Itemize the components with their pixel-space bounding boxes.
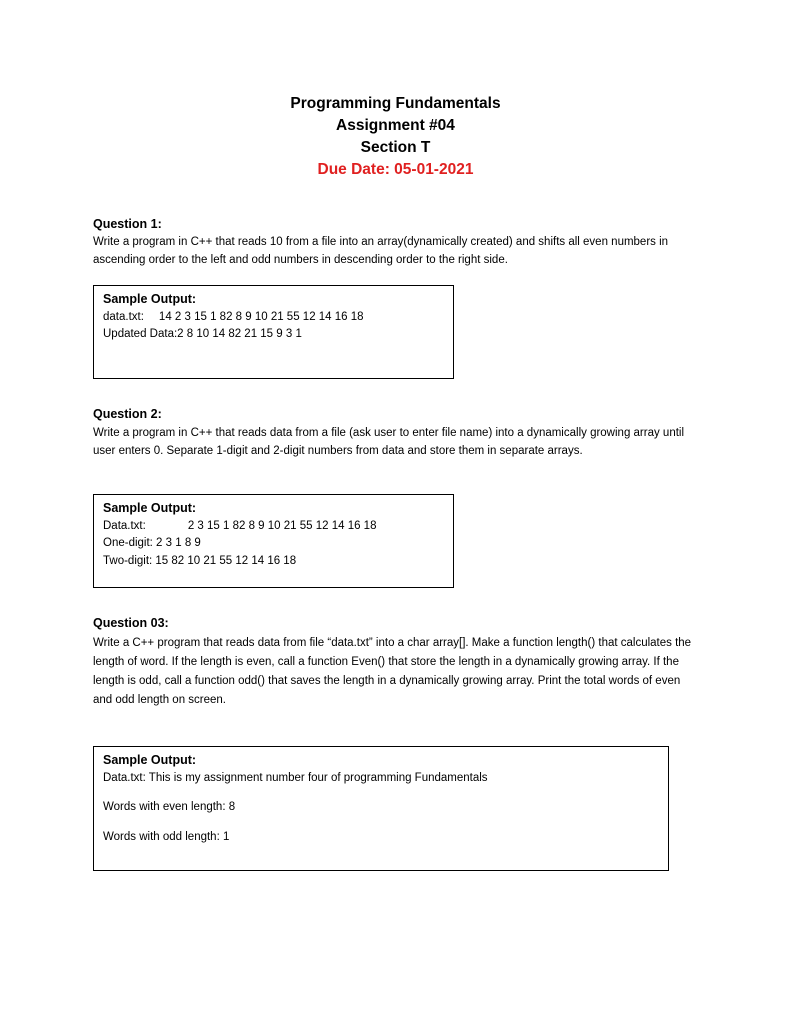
question-2-sample-box (93, 494, 454, 588)
data-file-label: data.txt: (103, 310, 144, 323)
question-3-title: Question 03: (93, 616, 169, 630)
sample-data-line (103, 518, 444, 536)
sample-output-label: Sample Output: (103, 753, 197, 767)
two-digit-line: Two-digit: 15 82 10 21 55 12 14 16 18 (103, 554, 297, 567)
updated-data-line: Updated Data:2 8 10 14 82 21 15 9 3 1 (103, 328, 302, 340)
data-file-label: Data.txt: (103, 519, 146, 532)
data-file-values: 2 3 15 1 82 8 9 10 21 55 12 14 16 18 (187, 519, 377, 532)
assignment-header (0, 93, 791, 181)
question-3-text: Write a C++ program that reads data from file “data.txt” into a char array[]. Make a function length() that calculates the length of word. If the length is even, call a function Even() that store the length in a dynamically growing array. If the length is odd, call a function odd() that saves the length in a dynamically growing array. Print the total words of even and odd length on screen. (93, 637, 692, 706)
section-label: Section T (360, 139, 431, 156)
question-2-title: Question 2: (93, 407, 162, 421)
question-1-text: Write a program in C++ that reads 10 from a file into an array(dynamically created) and shifts all even numbers in ascending order to the left and odd numbers in descending order to the right side. (93, 236, 669, 266)
course-title: Programming Fundamentals (290, 95, 501, 112)
sample-output-label: Sample Output: (103, 292, 197, 306)
sample-data-line: Data.txt: This is my assignment number four of programming Fundamentals (103, 771, 488, 784)
question-3-sample-box (93, 746, 669, 871)
question-1-title: Question 1: (93, 217, 162, 231)
even-length-line: Words with even length: 8 (103, 801, 236, 813)
sample-data-line (103, 309, 444, 327)
question-1-sample-box (93, 285, 454, 379)
question-2-text: Write a program in C++ that reads data from a file (ask user to enter file name) into a dynamically growing array until user enters 0. Separate 1-digit and 2-digit numbers from data and store them in separate arrays. (93, 427, 685, 457)
odd-length-line: Words with odd length: 1 (103, 830, 230, 843)
sample-output-label: Sample Output: (103, 501, 197, 515)
assignment-number: Assignment #04 (336, 117, 455, 134)
data-file-values: 14 2 3 15 1 82 8 9 10 21 55 12 14 16 18 (158, 310, 364, 323)
one-digit-line: One-digit: 2 3 1 8 9 (103, 537, 201, 549)
due-date: Due Date: 05-01-2021 (317, 161, 474, 178)
